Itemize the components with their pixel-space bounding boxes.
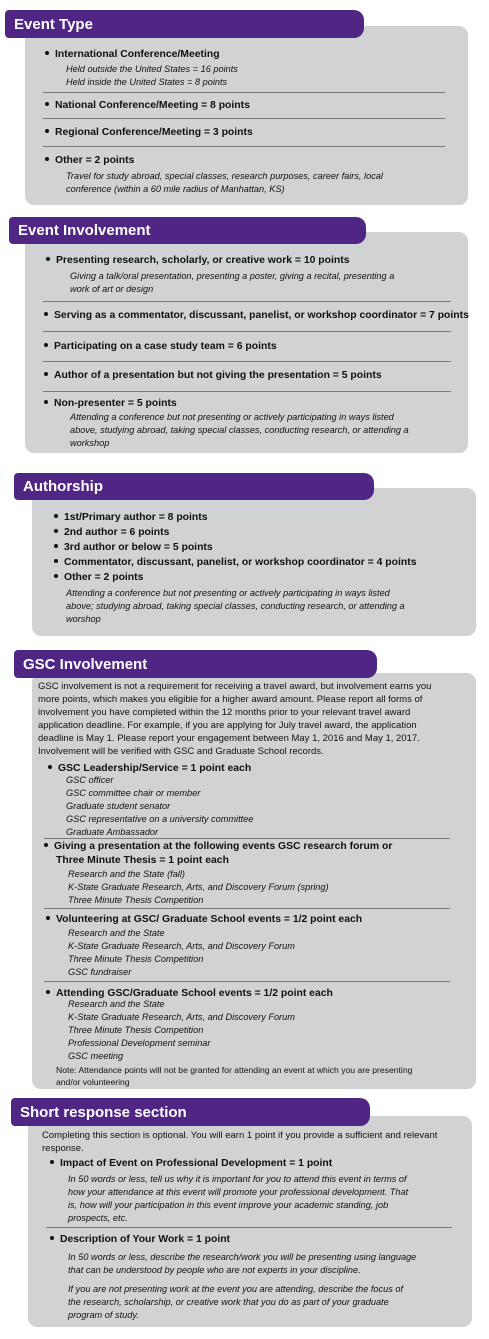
gsc-giving-line-2: Three Minute Thesis = 1 point each	[56, 855, 229, 866]
short-intro-2: response.	[42, 1143, 84, 1154]
divider	[43, 146, 445, 147]
bullet-icon	[54, 514, 58, 518]
other-sub-1: Travel for study abroad, special classes, research purposes, career fairs, local	[66, 171, 383, 181]
bullet-icon	[45, 51, 49, 55]
divider	[43, 301, 451, 302]
gsc-att-1: Research and the State	[68, 999, 165, 1009]
auth-other-sub-3: worshop	[66, 614, 101, 624]
divider	[46, 1227, 452, 1228]
bullet-icon	[45, 157, 49, 161]
other-sub-2: conference (within a 60 mile radius of Manhattan, KS)	[66, 184, 285, 194]
bullet-icon	[54, 559, 58, 563]
event-involvement-header: Event Involvement	[9, 217, 366, 244]
gsc-intro-4: application deadline. For example, if you are applying for July travel award, the application	[38, 720, 417, 731]
second-author-item: 2nd author = 6 points	[54, 526, 169, 539]
first-author-item: 1st/Primary author = 8 points	[54, 511, 208, 524]
divider	[43, 92, 445, 93]
short-intro-1: Completing this section is optional. You will earn 1 point if you provide a sufficient and relevant	[42, 1130, 438, 1141]
gsc-lead-5: Graduate Ambassador	[66, 827, 159, 837]
gsc-note-2: and/or volunteering	[56, 1077, 130, 1087]
bullet-icon	[44, 843, 48, 847]
bullet-icon	[54, 544, 58, 548]
intl-item: International Conference/Meeting	[45, 48, 220, 61]
description-item: Description of Your Work = 1 point	[50, 1233, 230, 1246]
other-item: Other = 2 points	[45, 154, 134, 167]
event-type-header: Event Type	[5, 10, 364, 38]
intl-sub-2: Held inside the United States = 8 points	[66, 77, 228, 87]
gsc-giving-1: Research and the State (fall)	[68, 869, 185, 879]
case-study-item: Participating on a case study team = 6 points	[44, 340, 277, 353]
nonpresenter-sub-1: Attending a conference but not presenting or actively participating in ways listed	[70, 412, 394, 422]
presenting-sub-1: Giving a talk/oral presentation, presenting a poster, giving a recital, presenting a	[70, 271, 395, 281]
desc-sub-4: the research, scholarship, or creative work that you do as part of your graduate	[68, 1297, 389, 1307]
gsc-note-1: Note: Attendance points will not be granted for attending an event at which you are presenting	[56, 1065, 413, 1075]
divider	[43, 331, 451, 332]
bullet-icon	[45, 129, 49, 133]
desc-sub-1: In 50 words or less, describe the research/work you will be presenting using language	[68, 1252, 417, 1262]
gsc-intro-2: more points, which makes you eligible for a higher award amount. Please report all forms of	[38, 694, 423, 705]
gsc-lead-3: Graduate student senator	[66, 801, 171, 811]
auth-other-sub-2: above; studying abroad, taking special classes, conducting research, or attending a	[66, 601, 405, 611]
gsc-intro-1: GSC involvement is not a requirement for receiving a travel award, but involvement earns you	[38, 681, 432, 692]
gsc-lead-2: GSC committee chair or member	[66, 788, 201, 798]
gsc-header: GSC Involvement	[14, 650, 377, 678]
bullet-icon	[44, 400, 48, 404]
gsc-intro-3: involvement you have completed within the 12 months prior to your relevant travel award	[38, 707, 411, 718]
author-not-item: Author of a presentation but not giving the presentation = 5 points	[44, 369, 382, 382]
bullet-icon	[46, 990, 50, 994]
nonpresenter-sub-3: workshop	[70, 438, 110, 448]
bullet-icon	[54, 529, 58, 533]
gsc-att-3: Three Minute Thesis Competition	[68, 1025, 204, 1035]
desc-sub-5: program of study.	[68, 1310, 139, 1320]
bullet-icon	[45, 102, 49, 106]
gsc-att-5: GSC meeting	[68, 1051, 124, 1061]
gsc-intro-6: Involvement will be verified with GSC and Graduate School records.	[38, 746, 324, 757]
divider	[43, 118, 445, 119]
third-author-item: 3rd author or below = 5 points	[54, 541, 213, 554]
bullet-icon	[50, 1236, 54, 1240]
bullet-icon	[50, 1160, 54, 1164]
gsc-attending-item: Attending GSC/Graduate School events = 1/2 point each	[46, 987, 333, 1000]
gsc-leadership-item: GSC Leadership/Service = 1 point each	[48, 762, 251, 775]
divider	[44, 908, 450, 909]
desc-sub-2: that can be understood by people who are not experts in your discipline.	[68, 1265, 361, 1275]
impact-sub-4: prospects, etc.	[68, 1213, 128, 1223]
auth-other-sub-1: Attending a conference but not presenting or actively participating in ways listed	[66, 588, 390, 598]
presenting-sub-2: work of art or design	[70, 284, 154, 294]
bullet-icon	[44, 372, 48, 376]
gsc-lead-4: GSC representative on a university committee	[66, 814, 254, 824]
impact-item: Impact of Event on Professional Development = 1 point	[50, 1157, 332, 1170]
short-response-header: Short response section	[11, 1098, 370, 1126]
bullet-icon	[44, 343, 48, 347]
gsc-vol-2: K-State Graduate Research, Arts, and Discovery Forum	[68, 941, 295, 951]
regional-item: Regional Conference/Meeting = 3 points	[45, 126, 253, 139]
impact-sub-2: how your attendance at this event will promote your professional development. That	[68, 1187, 409, 1197]
gsc-intro-5: deadline is May 1. Please report your engagement between May 1, 2016 and May 1, 2017.	[38, 733, 420, 744]
bullet-icon	[48, 765, 52, 769]
gsc-vol-3: Three Minute Thesis Competition	[68, 954, 204, 964]
serving-item: Serving as a commentator, discussant, panelist, or workshop coordinator = 7 points	[44, 309, 469, 322]
bullet-icon	[54, 574, 58, 578]
gsc-giving-3: Three Minute Thesis Competition	[68, 895, 204, 905]
bullet-icon	[46, 916, 50, 920]
gsc-volunteer-item: Volunteering at GSC/ Graduate School events = 1/2 point each	[46, 913, 362, 926]
intl-sub-1: Held outside the United States = 16 points	[66, 64, 238, 74]
nonpresenter-sub-2: above, studying abroad, taking special classes, conducting research, or attending a	[70, 425, 409, 435]
gsc-vol-4: GSC fundraiser	[68, 967, 132, 977]
auth-other-item: Other = 2 points	[54, 571, 143, 584]
gsc-giving-2: K-State Graduate Research, Arts, and Discovery Forum (spring)	[68, 882, 329, 892]
nonpresenter-item: Non-presenter = 5 points	[44, 397, 177, 410]
desc-sub-3: If you are not presenting work at the event you are attending, describe the focus of	[68, 1284, 404, 1294]
bullet-icon	[46, 257, 50, 261]
divider	[44, 981, 450, 982]
divider	[43, 361, 451, 362]
authorship-header: Authorship	[14, 473, 374, 500]
gsc-lead-1: GSC officer	[66, 775, 114, 785]
impact-sub-1: In 50 words or less, tell us why it is important for you to attend this event in terms of	[68, 1174, 407, 1184]
gsc-giving-item: Giving a presentation at the following events GSC research forum or	[44, 840, 392, 853]
gsc-att-4: Professional Development seminar	[68, 1038, 211, 1048]
gsc-att-2: K-State Graduate Research, Arts, and Discovery Forum	[68, 1012, 295, 1022]
presenting-item: Presenting research, scholarly, or creative work = 10 points	[46, 254, 349, 267]
gsc-vol-1: Research and the State	[68, 928, 165, 938]
bullet-icon	[44, 312, 48, 316]
divider	[44, 838, 450, 839]
national-item: National Conference/Meeting = 8 points	[45, 99, 250, 112]
divider	[43, 391, 451, 392]
impact-sub-3: is, how will your participation in this event improve your academic standing, job	[68, 1200, 389, 1210]
commentator-item: Commentator, discussant, panelist, or workshop coordinator = 4 points	[54, 556, 416, 569]
